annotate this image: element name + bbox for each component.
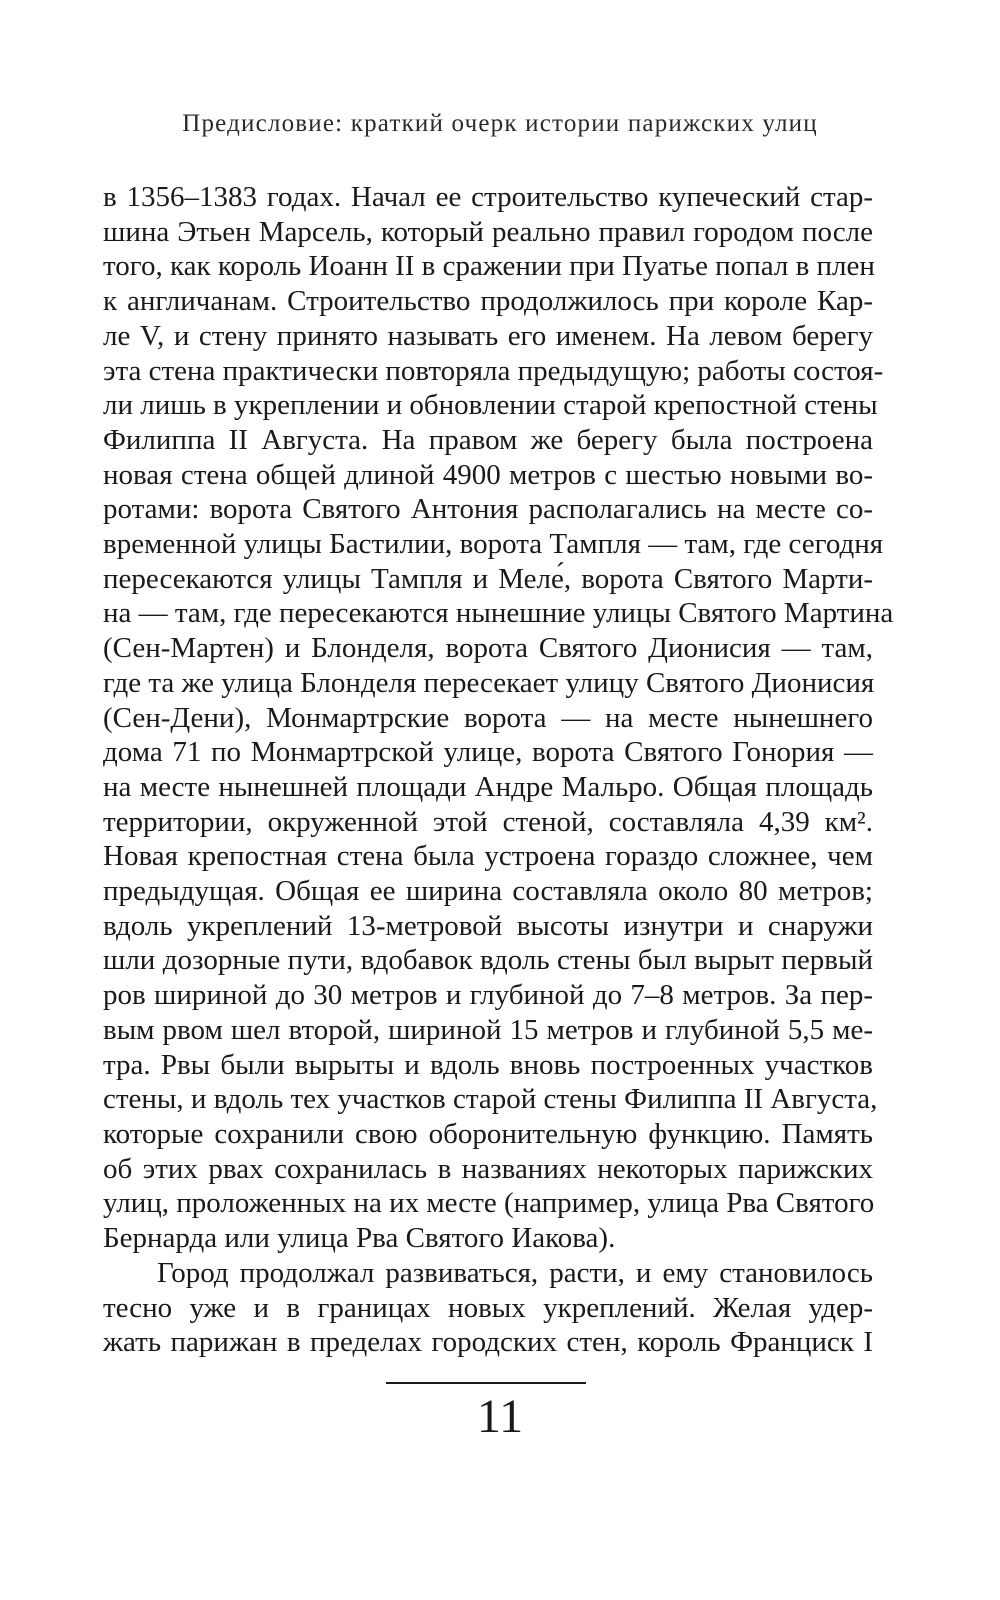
text-line: ротами: ворота Святого Антония располагались на месте со- — [103, 493, 873, 526]
text-line: жать парижан в пределах городских стен, король Франциск I — [103, 1326, 873, 1359]
text-line: где та же улица Блонделя пересекает улицу Святого Дионисия — [103, 666, 875, 699]
text-line: (Сен-Мартен) и Блонделя, ворота Святого Дионисия — там, — [103, 632, 873, 665]
text-line: ров шириной до 30 метров и глубиной до 7–8 метров. За пер- — [103, 979, 873, 1012]
text-line: Новая крепостная стена была устроена гораздо сложнее, чем — [103, 840, 873, 873]
page-number: 11 — [476, 1390, 524, 1443]
text-line: временной улицы Бастилии, ворота Тампля — там, где сегодня — [103, 528, 884, 561]
text-line: дома 71 по Монмартрской улице, ворота Святого Гонория — — [103, 736, 873, 769]
text-line: шина Этьен Марсель, который реально правил городом после — [103, 215, 873, 248]
text-line: на месте нынешней площади Андре Мальро. Общая площадь — [103, 770, 873, 803]
text-line: в 1356–1383 годах. Начал ее строительство купеческий стар- — [103, 181, 873, 213]
text-line: на — там, где пересекаются нынешние улицы Святого Мартина — [103, 597, 894, 630]
text-line: пересекаются улицы Тампля и Меле́, ворота Святого Марти- — [103, 562, 873, 595]
text-line: которые сохранили свою оборонительную функцию. Память — [103, 1117, 873, 1150]
text-line: предыдущая. Общая ее ширина составляла около 80 метров; — [103, 875, 873, 908]
text-line: Бернарда или улица Рва Святого Иакова). — [103, 1222, 616, 1255]
text-line: тесно уже и в границах новых укреплений. Желая удер- — [103, 1291, 873, 1324]
text-line: ли лишь в укреплении и обновлении старой крепостной стены — [103, 389, 878, 422]
text-line: того, как король Иоанн II в сражении при Пуатье попал в плен — [103, 250, 875, 283]
running-head: Предисловие: краткий очерк истории парижских улиц — [182, 110, 818, 137]
page-number-rule — [386, 1382, 586, 1384]
text-line: стены, и вдоль тех участков старой стены Филиппа II Августа, — [103, 1083, 878, 1116]
text-line: (Сен-Дени), Монмартрские ворота — на месте нынешнего — [103, 701, 873, 734]
text-line: шли дозорные пути, вдобавок вдоль стены был вырыт первый — [103, 944, 873, 977]
text-line: Город продолжал развиваться, расти, и ему становилось — [157, 1256, 873, 1289]
text-line: Филиппа II Августа. На правом же берегу была построена — [103, 423, 873, 456]
text-line: вдоль укреплений 13-метровой высоты изнутри и снаружи — [103, 909, 873, 942]
text-line: улиц, проложенных на их месте (например, улица Рва Святого — [103, 1187, 875, 1220]
text-line: к англичанам. Строительство продолжилось при короле Кар- — [103, 285, 873, 318]
text-line: тра. Рвы были вырыты и вдоль вновь построенных участков — [103, 1048, 873, 1081]
text-line: территории, окруженной этой стеной, составляла 4,39 км². — [103, 805, 873, 838]
body-text — [103, 180, 894, 1360]
text-line: эта стена практически повторяла предыдущую; работы состоя- — [103, 354, 884, 387]
text-line: об этих рвах сохранилась в названиях некоторых парижских — [103, 1152, 873, 1185]
text-line: ле V, и стену принято называть его именем. На левом берегу — [103, 319, 873, 352]
text-line: новая стена общей длиной 4900 метров с шестью новыми во- — [103, 458, 873, 491]
text-line: вым рвом шел второй, шириной 15 метров и глубиной 5,5 ме- — [103, 1013, 873, 1046]
